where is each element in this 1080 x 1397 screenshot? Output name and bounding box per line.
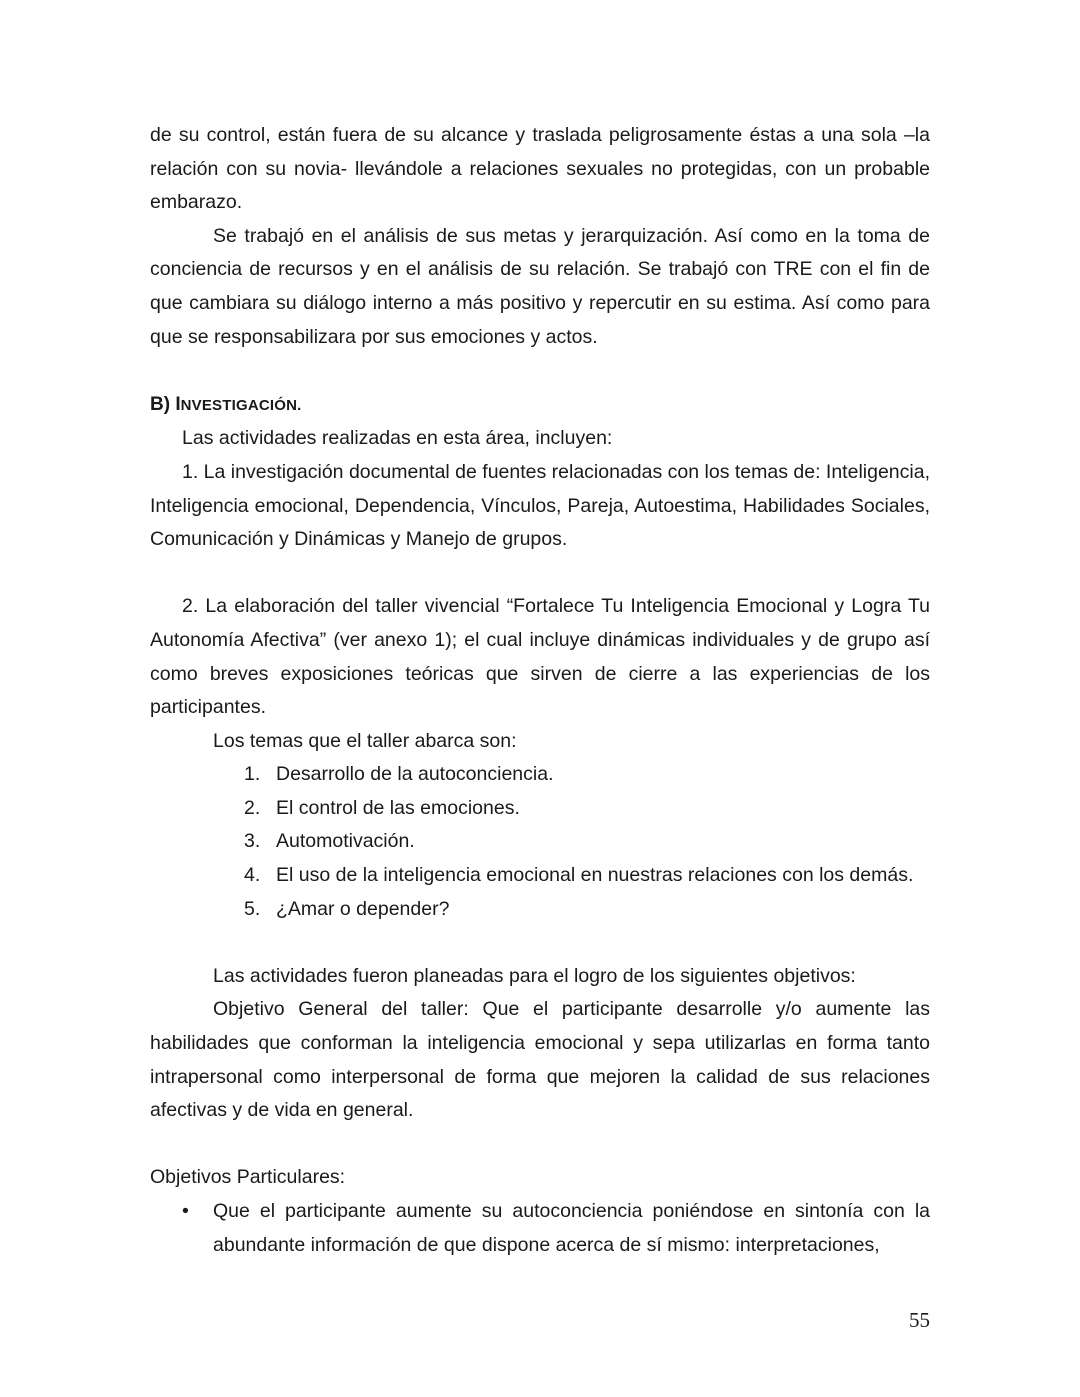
topics-intro: Los temas que el taller abarca son:: [213, 729, 517, 752]
objectives-intro: Las actividades fueron planeadas para el logro de los siguientes objetivos:: [213, 964, 856, 987]
list-item: [150, 1195, 930, 1262]
list-item-text: Que el participante aumente su autoconciencia poniéndose en sintonía con la abundante información de que dispone acerca de sí mismo: interpretaciones,: [213, 1200, 930, 1256]
spacer: [150, 557, 930, 591]
activities-intro: Las actividades realizadas en esta área, incluyen:: [182, 427, 613, 450]
activity-item-1: 1. La investigación documental de fuentes relacionadas con los temas de: Inteligencia, Inteligencia emocional, Dependencia, Vínculos, Pareja, Autoestima, Habilidades Sociales, Comunicación y Dinámicas y Manejo de grupos.: [150, 460, 930, 551]
list-item-number: 5.: [244, 897, 261, 920]
list-item-number: 1.: [244, 763, 261, 786]
list-item: [150, 893, 930, 927]
list-item-number: 4.: [244, 864, 261, 887]
section-heading-prefix: B) I: [150, 393, 181, 415]
section-heading-rest: NVESTIGACIÓN.: [180, 396, 302, 414]
list-item: [150, 859, 930, 893]
list-item-text: Desarrollo de la autoconciencia.: [276, 763, 554, 786]
bullet-icon: •: [182, 1200, 189, 1222]
topics-list: [150, 758, 930, 926]
paragraph-work-done: Se trabajó en el análisis de sus metas y jerarquización. Así como en la toma de conciencia de recursos y en el análisis de su relación. Se trabajó con TRE con el fin de que cambiara su diálogo interno a más positivo y repercutir en su estima. Así como para que se responsabilizara por sus emociones y actos.: [150, 224, 930, 348]
list-item: [150, 758, 930, 792]
general-objective: Objetivo General del taller: Que el participante desarrolle y/o aumente las habilidades que conforman la inteligencia emocional y sepa utilizarlas en forma tanto intrapersonal como interpersonal de forma que mejoren la calidad de sus relaciones afectivas y de vida en general.: [150, 998, 930, 1122]
list-item: [150, 825, 930, 859]
spacer: [150, 354, 930, 388]
list-item-text: ¿Amar o depender?: [276, 897, 450, 920]
particular-objectives-heading: Objetivos Particulares:: [150, 1166, 346, 1189]
list-item-text: Automotivación.: [276, 830, 415, 853]
document-body: [150, 119, 930, 1262]
section-heading: [150, 388, 930, 423]
page-number: 55: [909, 1308, 930, 1332]
spacer: [150, 926, 930, 960]
spacer: [150, 1128, 930, 1162]
particular-objectives-list: [150, 1195, 930, 1262]
list-item-text: El control de las emociones.: [276, 796, 520, 819]
list-item-number: 2.: [244, 796, 261, 819]
list-item-text: El uso de la inteligencia emocional en nuestras relaciones con los demás.: [276, 864, 914, 887]
paragraph-continuation: de su control, están fuera de su alcance y traslada peligrosamente éstas a una sola –la relación con su novia- llevándole a relaciones sexuales no protegidas, con un probable embarazo.: [150, 124, 930, 214]
list-item: [150, 792, 930, 826]
list-item-number: 3.: [244, 830, 261, 853]
activity-item-2: 2. La elaboración del taller vivencial “Fortalece Tu Inteligencia Emocional y Logra Tu Autonomía Afectiva” (ver anexo 1); el cual incluye dinámicas individuales y de grupo así como breves exposiciones teóricas que sirven de cierre a las experiencias de los participantes.: [150, 595, 930, 719]
